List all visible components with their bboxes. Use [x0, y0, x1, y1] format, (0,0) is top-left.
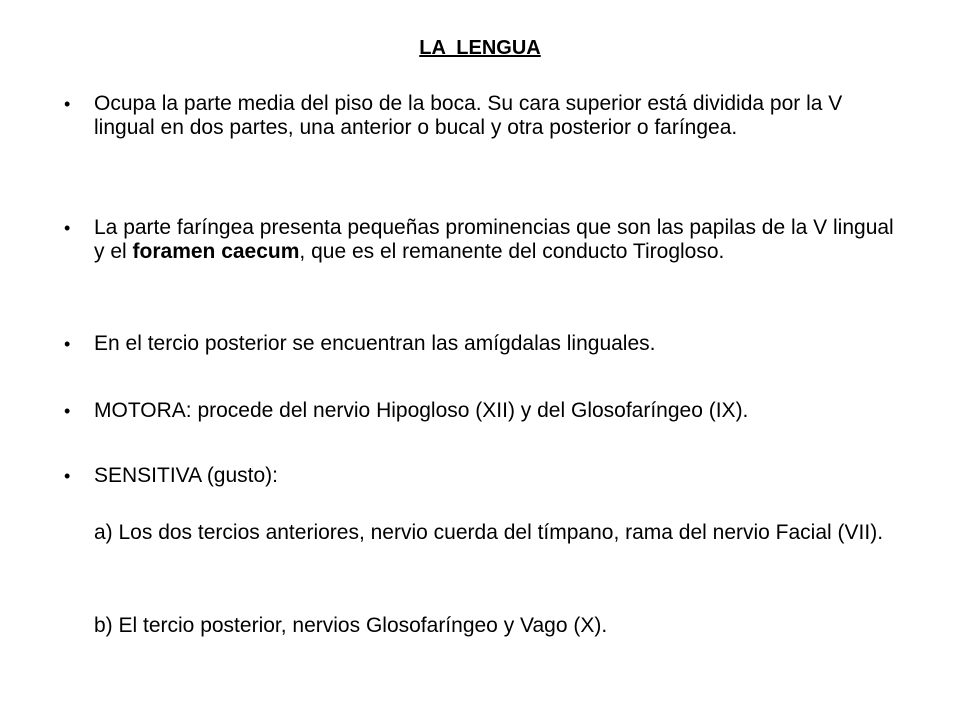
sub-item-b: b) El tercio posterior, nervios Glosofaríngeo y Vago (X).	[94, 614, 608, 637]
bullet-icon: •	[64, 401, 71, 421]
bullet-text	[94, 216, 894, 264]
bullet-text-pre: La parte faríngea presenta pequeñas prominencias que son las papilas de la V lingual y el	[94, 216, 894, 263]
bullet-text: MOTORA: procede del nervio Hipogloso (XII) y del Glosofaríngeo (IX).	[94, 399, 749, 422]
bullet-text-post: , que es el remanente del conducto Tirogloso.	[299, 240, 725, 263]
bullet-icon: •	[64, 218, 71, 238]
bullet-text: En el tercio posterior se encuentran las amígdalas linguales.	[94, 332, 656, 355]
bullet-icon: •	[64, 334, 71, 354]
slide-title: LA LENGUA	[419, 37, 541, 59]
bullet-text: SENSITIVA (gusto):	[94, 464, 279, 487]
sub-item-a: a) Los dos tercios anteriores, nervio cuerda del tímpano, rama del nervio Facial (VII).	[94, 521, 884, 544]
bullet-text: Ocupa la parte media del piso de la boca. Su cara superior está dividida por la V lingual en dos partes, una anterior o bucal y otra posterior o faríngea.	[94, 92, 843, 139]
bullet-icon: •	[64, 94, 71, 114]
bullet-text-bold: foramen caecum	[132, 240, 300, 263]
bullet-icon: •	[64, 466, 71, 486]
